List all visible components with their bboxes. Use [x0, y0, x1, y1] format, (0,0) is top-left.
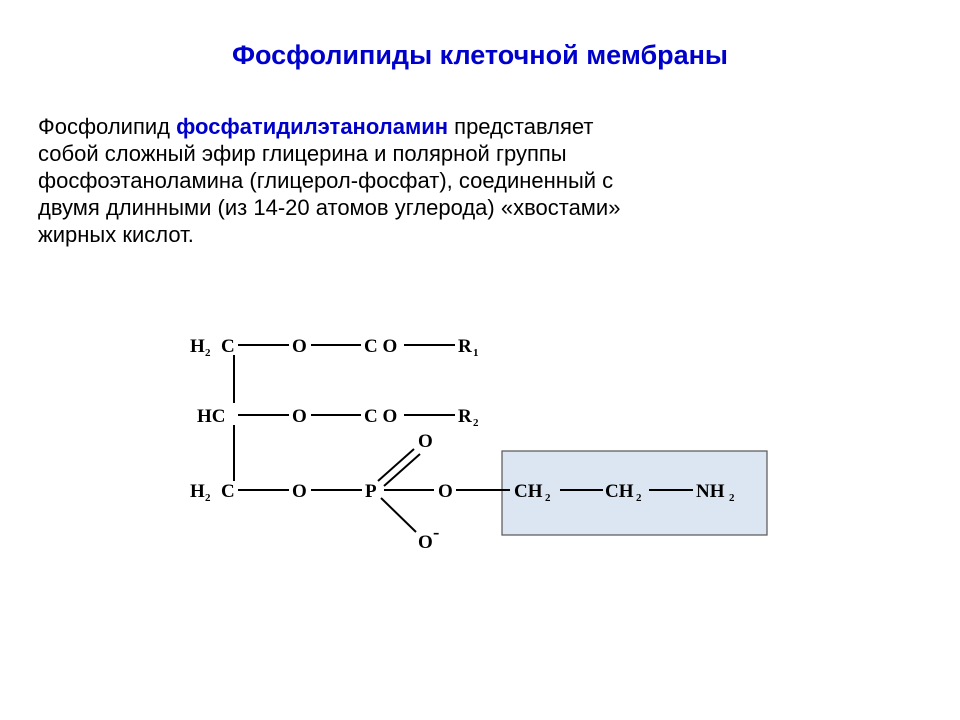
phosphate-o-minus: O — [418, 532, 433, 553]
row2-co: C O — [364, 406, 398, 427]
row1-r: R — [458, 336, 472, 357]
slide-title: Фосфолипиды клеточной мембраны — [231, 40, 728, 70]
highlighted-term: фосфатидилэтаноламин — [176, 114, 449, 139]
description-body: представляет собой сложный эфир глицерина и полярной группы фосфоэтаноламина (глицерол-фосфат), соединенный с двумя длинными (из 14-20 атомов углерода) «хвостами» жирных кислот. — [38, 114, 621, 247]
row1-atoms — [190, 336, 479, 359]
row2-hc: HC — [197, 406, 226, 427]
row1-h: H — [190, 336, 205, 357]
p-o-minus-bond — [381, 498, 416, 532]
head-ch2-a-sub: 2 — [545, 492, 551, 504]
head-ch2-a: CH — [514, 481, 543, 502]
phosphate-double-o: O — [418, 431, 433, 452]
phosphorus-atom: P — [365, 481, 377, 502]
row3-h: H — [190, 481, 205, 502]
head-ch2-b-sub: 2 — [636, 492, 642, 504]
description-prefix: Фосфолипид — [38, 114, 177, 139]
row1-r-sub: 1 — [473, 347, 479, 359]
row3-h-sub: 2 — [205, 492, 211, 504]
head-nh2-sub: 2 — [729, 492, 735, 504]
row2-r: R — [458, 406, 472, 427]
row1-o: O — [292, 336, 307, 357]
negative-charge: - — [433, 522, 440, 543]
row2-o: O — [292, 406, 307, 427]
row2-r-sub: 2 — [473, 417, 479, 429]
row3-o: O — [292, 481, 307, 502]
row3-c: C — [221, 481, 235, 502]
head-ch2-b: CH — [605, 481, 634, 502]
row1-co: C O — [364, 336, 398, 357]
row1-h-sub: 2 — [205, 347, 211, 359]
row2-atoms — [197, 406, 479, 429]
row3-ester-o: O — [438, 481, 453, 502]
row1-c: C — [221, 336, 235, 357]
head-nh2: NH — [696, 481, 725, 502]
